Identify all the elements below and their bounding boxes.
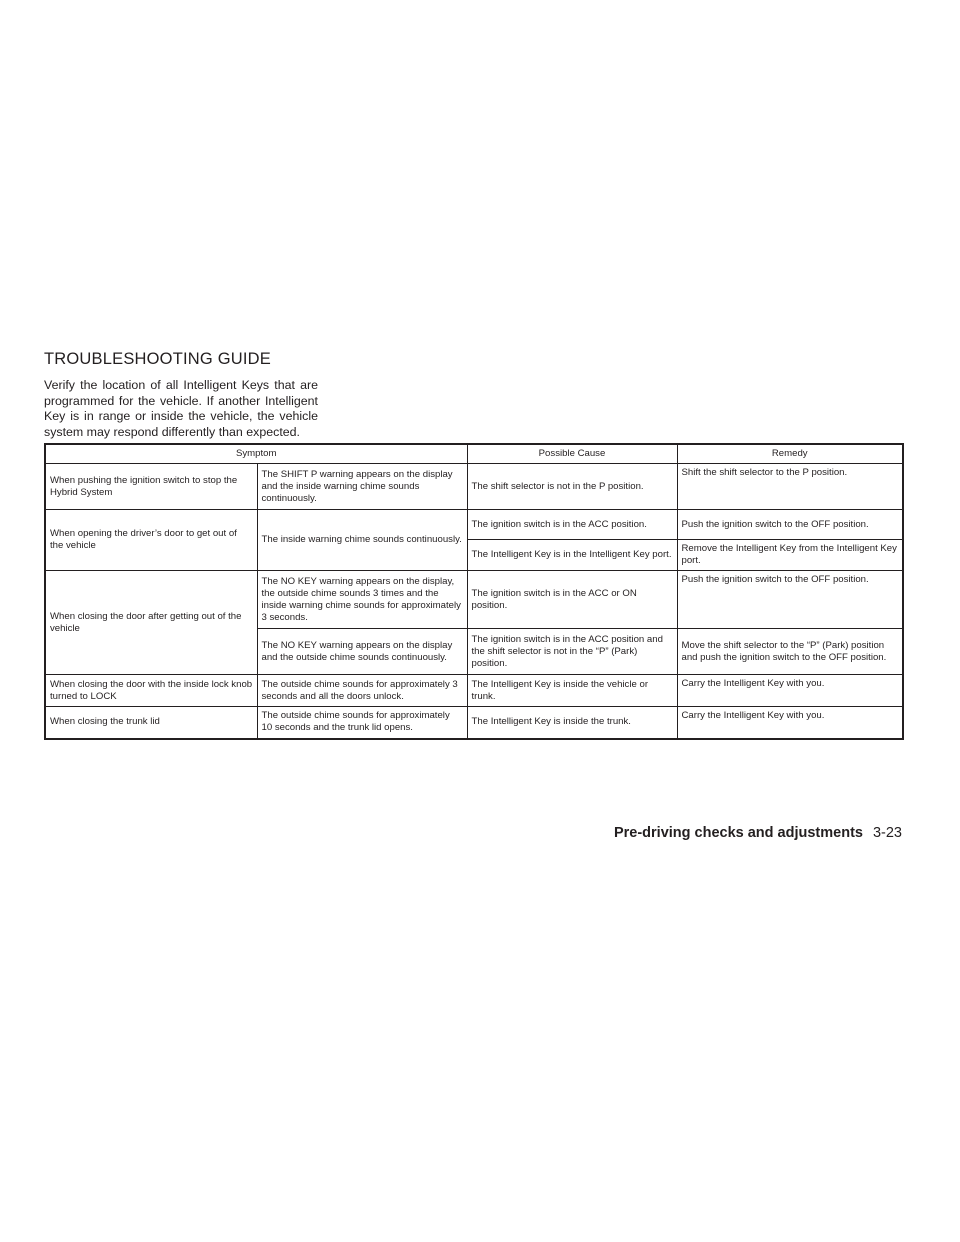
cause-cell: The ignition switch is in the ACC position and the shift selector is not in the “P” (Park) position. [467, 629, 677, 675]
header-remedy: Remedy [677, 444, 903, 464]
remedy-cell: Push the ignition switch to the OFF position. [677, 510, 903, 540]
table-row [45, 464, 903, 510]
table-row [45, 571, 903, 629]
troubleshooting-table [44, 443, 904, 740]
header-symptom: Symptom [45, 444, 467, 464]
remedy-cell: Move the shift selector to the “P” (Park) position and push the ignition switch to the OFF position. [677, 629, 903, 675]
intro-paragraph: Verify the location of all Intelligent Keys that are programmed for the vehicle. If another Intelligent Key is in range or inside the vehicle, the vehicle system may respond differently than expected. [44, 378, 318, 439]
symptom-cell: When closing the door with the inside lock knob turned to LOCK [45, 675, 257, 707]
remedy-cell: Carry the Intelligent Key with you. [677, 675, 903, 707]
cause-cell: The shift selector is not in the P position. [467, 464, 677, 510]
footer-section-title: Pre-driving checks and adjustments [613, 825, 863, 841]
cause-cell: The Intelligent Key is in the Intelligent Key port. [467, 540, 677, 571]
remedy-cell: Shift the shift selector to the P position. [677, 464, 903, 510]
symptom-cell: When pushing the ignition switch to stop the Hybrid System [45, 464, 257, 510]
cause-cell: The ignition switch is in the ACC position. [467, 510, 677, 540]
remedy-cell: Carry the Intelligent Key with you. [677, 707, 903, 739]
table-row [45, 510, 903, 540]
indication-cell: The NO KEY warning appears on the display, the outside chime sounds 3 times and the inside warning chime sounds for approximately 3 seconds. [257, 571, 467, 629]
symptom-cell: When opening the driver’s door to get out of the vehicle [45, 510, 257, 571]
footer-page-number: 3-23 [872, 825, 902, 841]
remedy-cell: Remove the Intelligent Key from the Intelligent Key port. [677, 540, 903, 571]
symptom-cell: When closing the door after getting out of the vehicle [45, 571, 257, 675]
indication-cell: The SHIFT P warning appears on the display and the inside warning chime sounds continuously. [257, 464, 467, 510]
table-row [45, 707, 903, 739]
cause-cell: The ignition switch is in the ACC or ON position. [467, 571, 677, 629]
indication-cell: The NO KEY warning appears on the display and the outside chime sounds continuously. [257, 629, 467, 675]
cause-cell: The Intelligent Key is inside the trunk. [467, 707, 677, 739]
header-possible-cause: Possible Cause [467, 444, 677, 464]
page-footer [614, 825, 902, 841]
indication-cell: The inside warning chime sounds continuously. [257, 510, 467, 571]
cause-cell: The Intelligent Key is inside the vehicle or trunk. [467, 675, 677, 707]
table-row [45, 675, 903, 707]
symptom-cell: When closing the trunk lid [45, 707, 257, 739]
indication-cell: The outside chime sounds for approximately 10 seconds and the trunk lid opens. [257, 707, 467, 739]
remedy-cell: Push the ignition switch to the OFF position. [677, 571, 903, 629]
indication-cell: The outside chime sounds for approximately 3 seconds and all the doors unlock. [257, 675, 467, 707]
table-header-row [45, 444, 903, 464]
page-heading: TROUBLESHOOTING GUIDE [44, 350, 271, 368]
